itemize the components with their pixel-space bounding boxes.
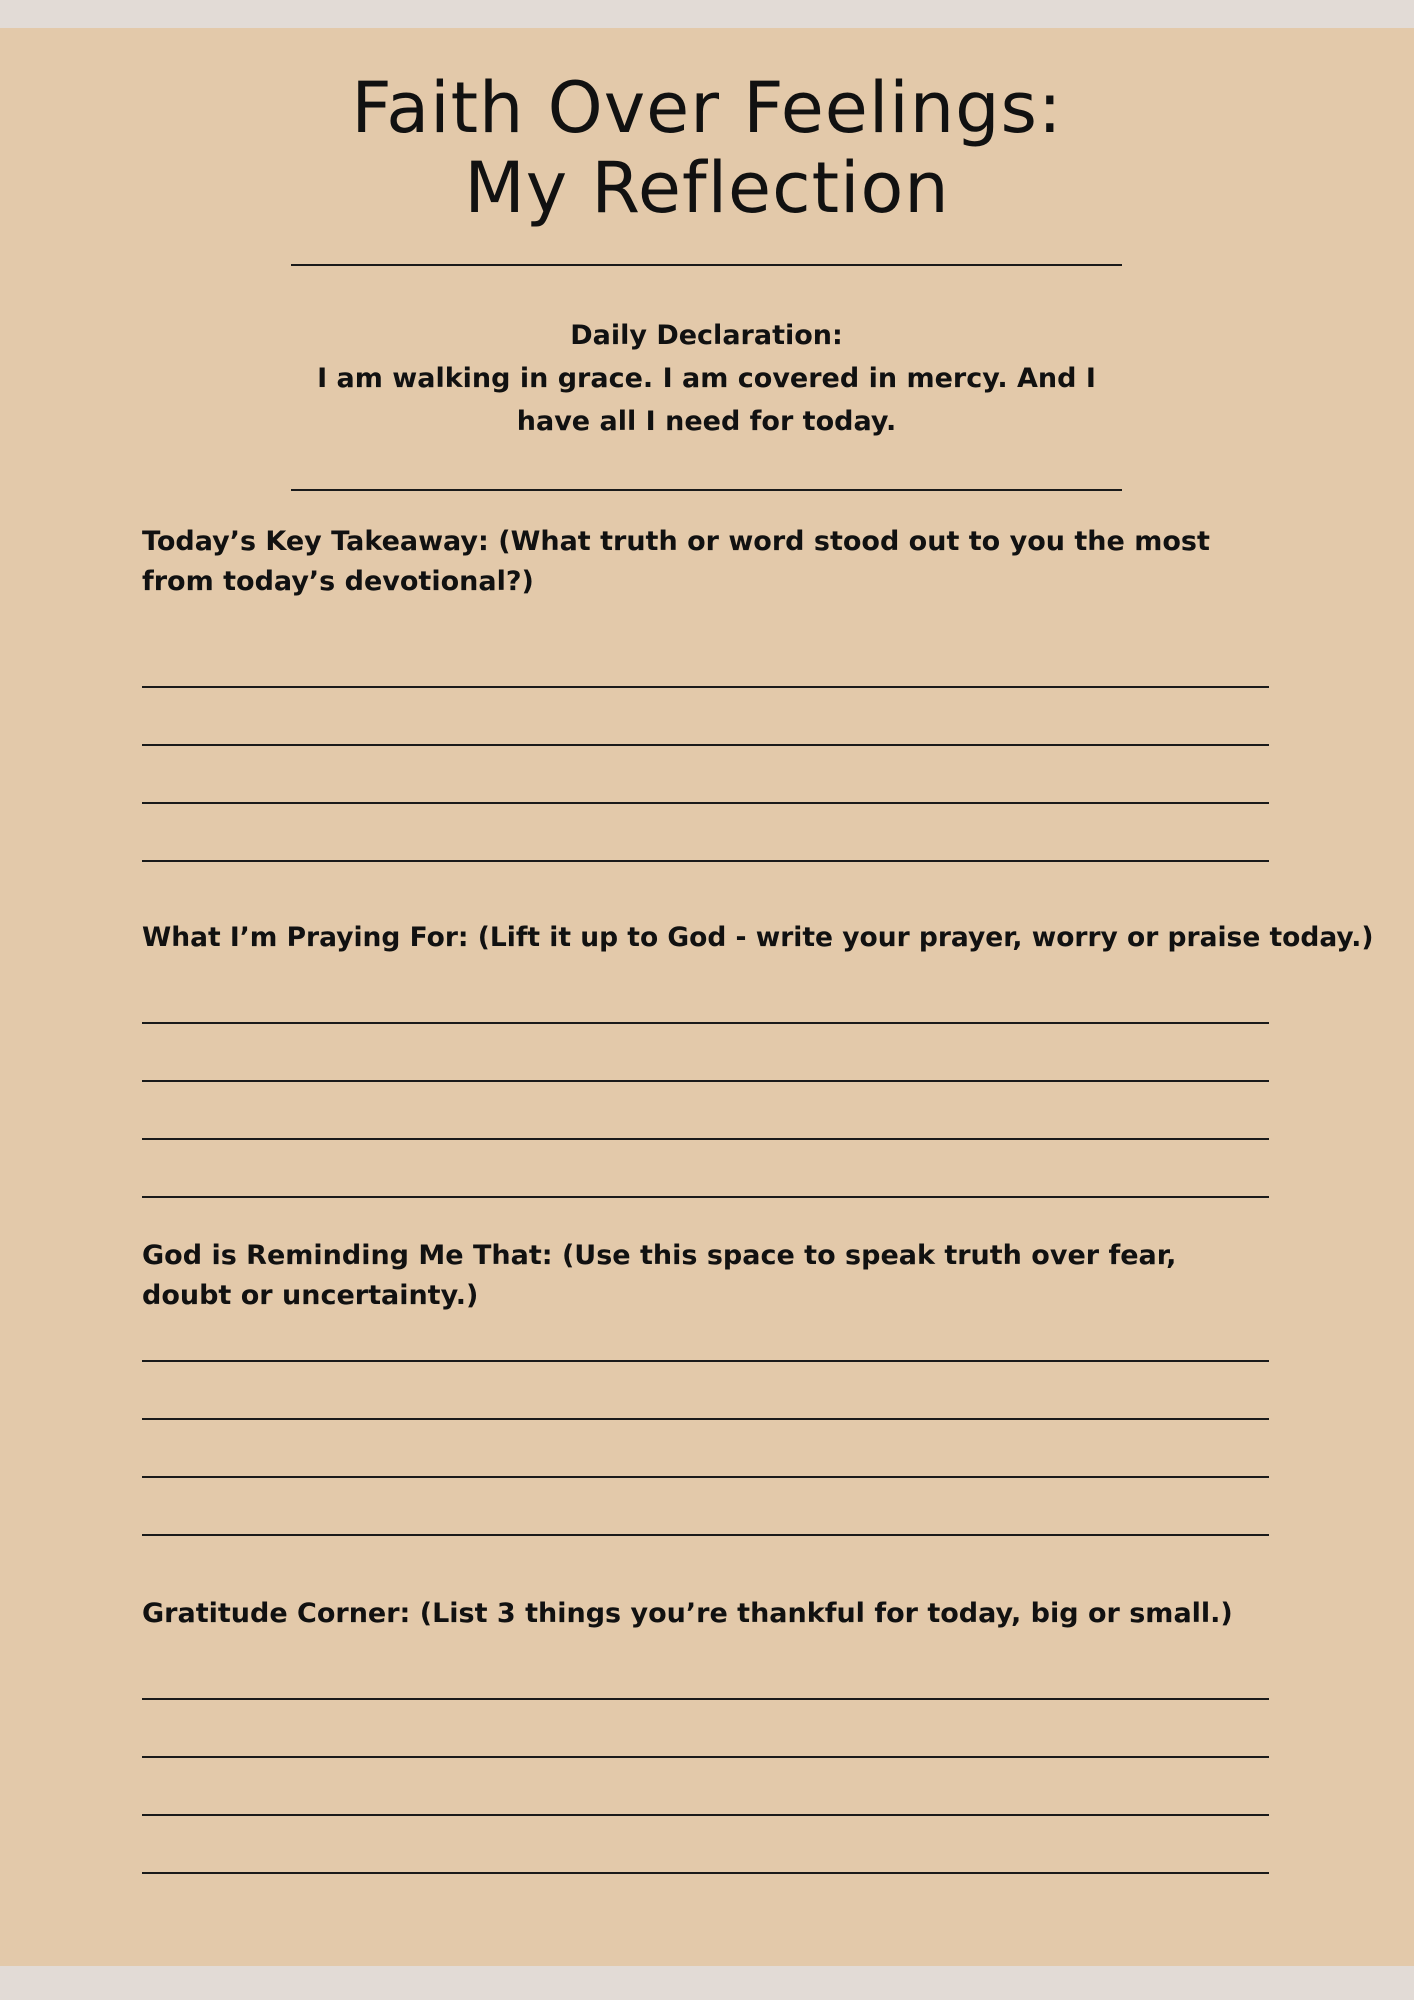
section-prompt-gratitude: Gratitude Corner: (List 3 things you’re thankful for today, big or small.): [142, 1598, 1233, 1629]
daily-declaration: [291, 314, 1122, 443]
writing-line[interactable]: [142, 1476, 1269, 1478]
writing-line[interactable]: [142, 1872, 1269, 1874]
writing-line[interactable]: [142, 860, 1269, 862]
section-prompt-praying: What I’m Praying For: (Lift it up to God - write your prayer, worry or praise today.): [142, 922, 1374, 953]
section-prompt-reminding: God is Reminding Me That: (Use this space to speak truth over fear, doubt or uncertainty.): [142, 1240, 1177, 1311]
declaration-line-1: I am walking in grace. I am covered in mercy. And I: [317, 363, 1096, 394]
divider-bottom: [291, 489, 1122, 491]
worksheet-page: [0, 28, 1414, 1966]
writing-line[interactable]: [142, 1360, 1269, 1362]
writing-line[interactable]: [142, 744, 1269, 746]
divider-top: [291, 264, 1122, 266]
writing-line[interactable]: [142, 1534, 1269, 1536]
writing-line[interactable]: [142, 1418, 1269, 1420]
title-line-2: My Reflection: [464, 147, 950, 229]
writing-line[interactable]: [142, 1814, 1269, 1816]
writing-line[interactable]: [142, 802, 1269, 804]
writing-line[interactable]: [142, 1698, 1269, 1700]
writing-line[interactable]: [142, 1022, 1269, 1024]
writing-line[interactable]: [142, 1756, 1269, 1758]
section-prompt-takeaway: Today’s Key Takeaway: (What truth or word stood out to you the most from today’s devotional?): [142, 526, 1210, 597]
declaration-line-2: have all I need for today.: [516, 406, 897, 437]
page-title: [0, 68, 1414, 228]
writing-line[interactable]: [142, 686, 1269, 688]
writing-line[interactable]: [142, 1080, 1269, 1082]
writing-line[interactable]: [142, 1196, 1269, 1198]
title-line-1: Faith Over Feelings:: [351, 67, 1063, 149]
declaration-heading: Daily Declaration:: [570, 320, 843, 351]
writing-line[interactable]: [142, 1138, 1269, 1140]
